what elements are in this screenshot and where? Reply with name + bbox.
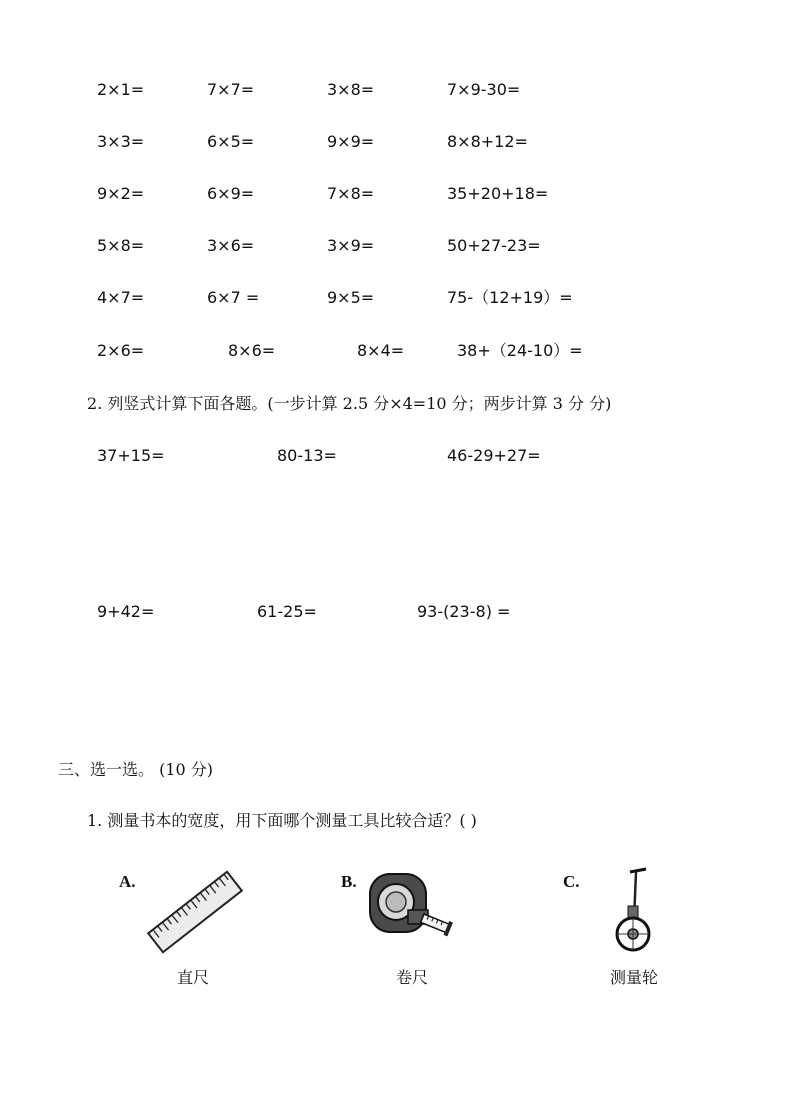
oral-item: 3×8=	[327, 80, 375, 99]
section-3-title: 三、选一选。 (10 分)	[58, 760, 214, 779]
vertical-item: 9+42=	[97, 602, 155, 621]
oral-item: 9×2=	[97, 184, 145, 203]
oral-item: 6×5=	[207, 132, 255, 151]
oral-item: 9×9=	[327, 132, 375, 151]
oral-item: 4×7=	[97, 288, 145, 307]
oral-item: 2×6=	[97, 341, 145, 360]
vertical-item: 93-(23-8) =	[417, 602, 511, 621]
oral-item: 8×8+12=	[447, 132, 528, 151]
oral-item: 8×6=	[228, 341, 276, 360]
oral-item: 35+20+18=	[447, 184, 549, 203]
oral-item: 38+（24-10）=	[457, 341, 583, 360]
oral-item: 6×7 =	[207, 288, 260, 307]
option-letter: B.	[341, 872, 357, 891]
option-caption: 直尺	[177, 968, 210, 987]
vertical-item: 80-13=	[277, 446, 337, 465]
vertical-item: 61-25=	[257, 602, 317, 621]
option-letter: A.	[119, 872, 136, 891]
oral-item: 2×1=	[97, 80, 145, 99]
ruler-icon	[150, 868, 240, 956]
tape-measure-icon	[368, 870, 454, 950]
vertical-calc-title: 2. 列竖式计算下面各题。(一步计算 2.5 分×4=10 分；两步计算 3 分 分)	[87, 394, 612, 413]
oral-item: 9×5=	[327, 288, 375, 307]
oral-item: 3×9=	[327, 236, 375, 255]
oral-item: 75-（12+19）=	[447, 288, 573, 307]
option-caption: 测量轮	[610, 968, 659, 987]
oral-item: 3×6=	[207, 236, 255, 255]
oral-item: 5×8=	[97, 236, 145, 255]
oral-item: 3×3=	[97, 132, 145, 151]
oral-item: 7×7=	[207, 80, 255, 99]
oral-item: 50+27-23=	[447, 236, 541, 255]
option-letter: C.	[563, 872, 580, 891]
oral-item: 7×8=	[327, 184, 375, 203]
option-caption: 卷尺	[396, 968, 429, 987]
vertical-item: 37+15=	[97, 446, 165, 465]
question-1: 1. 测量书本的宽度，用下面哪个测量工具比较合适？( )	[87, 811, 477, 830]
oral-item: 7×9-30=	[447, 80, 521, 99]
measuring-wheel-icon	[608, 864, 658, 956]
oral-item: 6×9=	[207, 184, 255, 203]
oral-item: 8×4=	[357, 341, 405, 360]
vertical-item: 46-29+27=	[447, 446, 541, 465]
